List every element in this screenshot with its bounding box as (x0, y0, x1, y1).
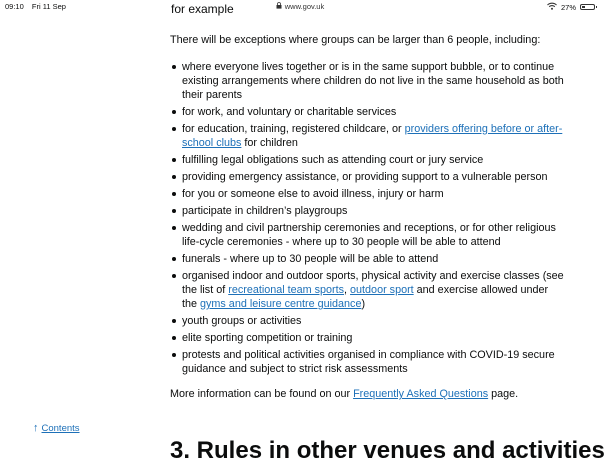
list-item (170, 122, 565, 150)
back-to-contents-link[interactable] (33, 422, 80, 434)
lock-icon (276, 2, 282, 11)
list-item (170, 170, 565, 184)
exceptions-intro: There will be exceptions where groups can be larger than 6 people, including: (170, 34, 541, 46)
battery-percent: 27% (560, 2, 576, 12)
more-info-paragraph (170, 387, 565, 402)
list-item-text: fulfilling legal obligations such as attending court or jury service (182, 154, 484, 166)
list-item (170, 153, 565, 167)
arrow-up-icon: ↑ (33, 422, 39, 434)
status-date: Fri 11 Sep (31, 2, 66, 11)
list-item-text: for you or someone else to avoid illness, injury or harm (182, 188, 444, 200)
list-item (170, 269, 565, 311)
section-heading: 3. Rules in other venues and activities (170, 437, 605, 464)
faq-link[interactable]: Frequently Asked Questions (353, 388, 489, 400)
list-item (170, 187, 565, 201)
list-item-text: providing emergency assistance, or providing support to a vulnerable person (182, 171, 548, 183)
list-item-text: organised indoor and outdoor sports, physical activity and exercise classes (see the list of (182, 270, 564, 296)
list-item (170, 331, 565, 345)
list-item (170, 348, 565, 376)
scrolled-off-line: for example (171, 2, 234, 16)
more-info-text: More information can be found on our (170, 388, 354, 400)
inline-link[interactable]: gyms and leisure centre guidance (200, 298, 362, 310)
list-item (170, 204, 565, 218)
list-item-text: participate in children’s playgroups (182, 205, 348, 217)
list-item-text: , (344, 284, 351, 296)
main-content (170, 33, 565, 402)
list-item-text: funerals - where up to 30 people will be able to attend (182, 253, 439, 265)
status-indicators (547, 2, 595, 12)
list-item-text: ) (361, 298, 366, 310)
page-url: www.gov.uk (284, 2, 325, 11)
list-item-text: wedding and civil partnership ceremonies and receptions, or for other religious life-cycle ceremonies - where up to 30 people will be able to attend (182, 222, 556, 248)
list-item-text: and exercise allowed under the (182, 284, 549, 310)
address-bar[interactable] (0, 2, 600, 11)
list-item (170, 314, 565, 328)
inline-link[interactable]: recreational team sports (228, 284, 345, 296)
list-item (170, 60, 565, 102)
inline-link[interactable]: outdoor sport (350, 284, 414, 296)
battery-fill (582, 6, 585, 8)
list-item-text: where everyone lives together or is in the same support bubble, or to continue existing arrangements where children do not live in the same household as both their parents (182, 61, 564, 101)
list-item (170, 221, 565, 249)
list-item-text: for education, training, registered childcare, or (182, 123, 405, 135)
list-item-text: protests and political activities organised in compliance with COVID-19 secure guidance and subject to strict risk assessments (182, 349, 555, 375)
list-item (170, 105, 565, 119)
inline-link[interactable]: providers offering before or after-school clubs (182, 123, 563, 149)
contents-link-label: Contents (41, 423, 80, 434)
wifi-icon (547, 2, 557, 12)
more-info-text-end: page. (488, 388, 519, 400)
list-item (170, 252, 565, 266)
list-item-text: elite sporting competition or training (182, 332, 353, 344)
status-time: 09:10 (5, 2, 24, 11)
list-item-text: for children (241, 137, 298, 149)
exceptions-list (170, 60, 565, 376)
list-item-text: for work, and voluntary or charitable services (182, 106, 397, 118)
battery-icon (580, 4, 595, 10)
list-item-text: youth groups or activities (182, 315, 302, 327)
